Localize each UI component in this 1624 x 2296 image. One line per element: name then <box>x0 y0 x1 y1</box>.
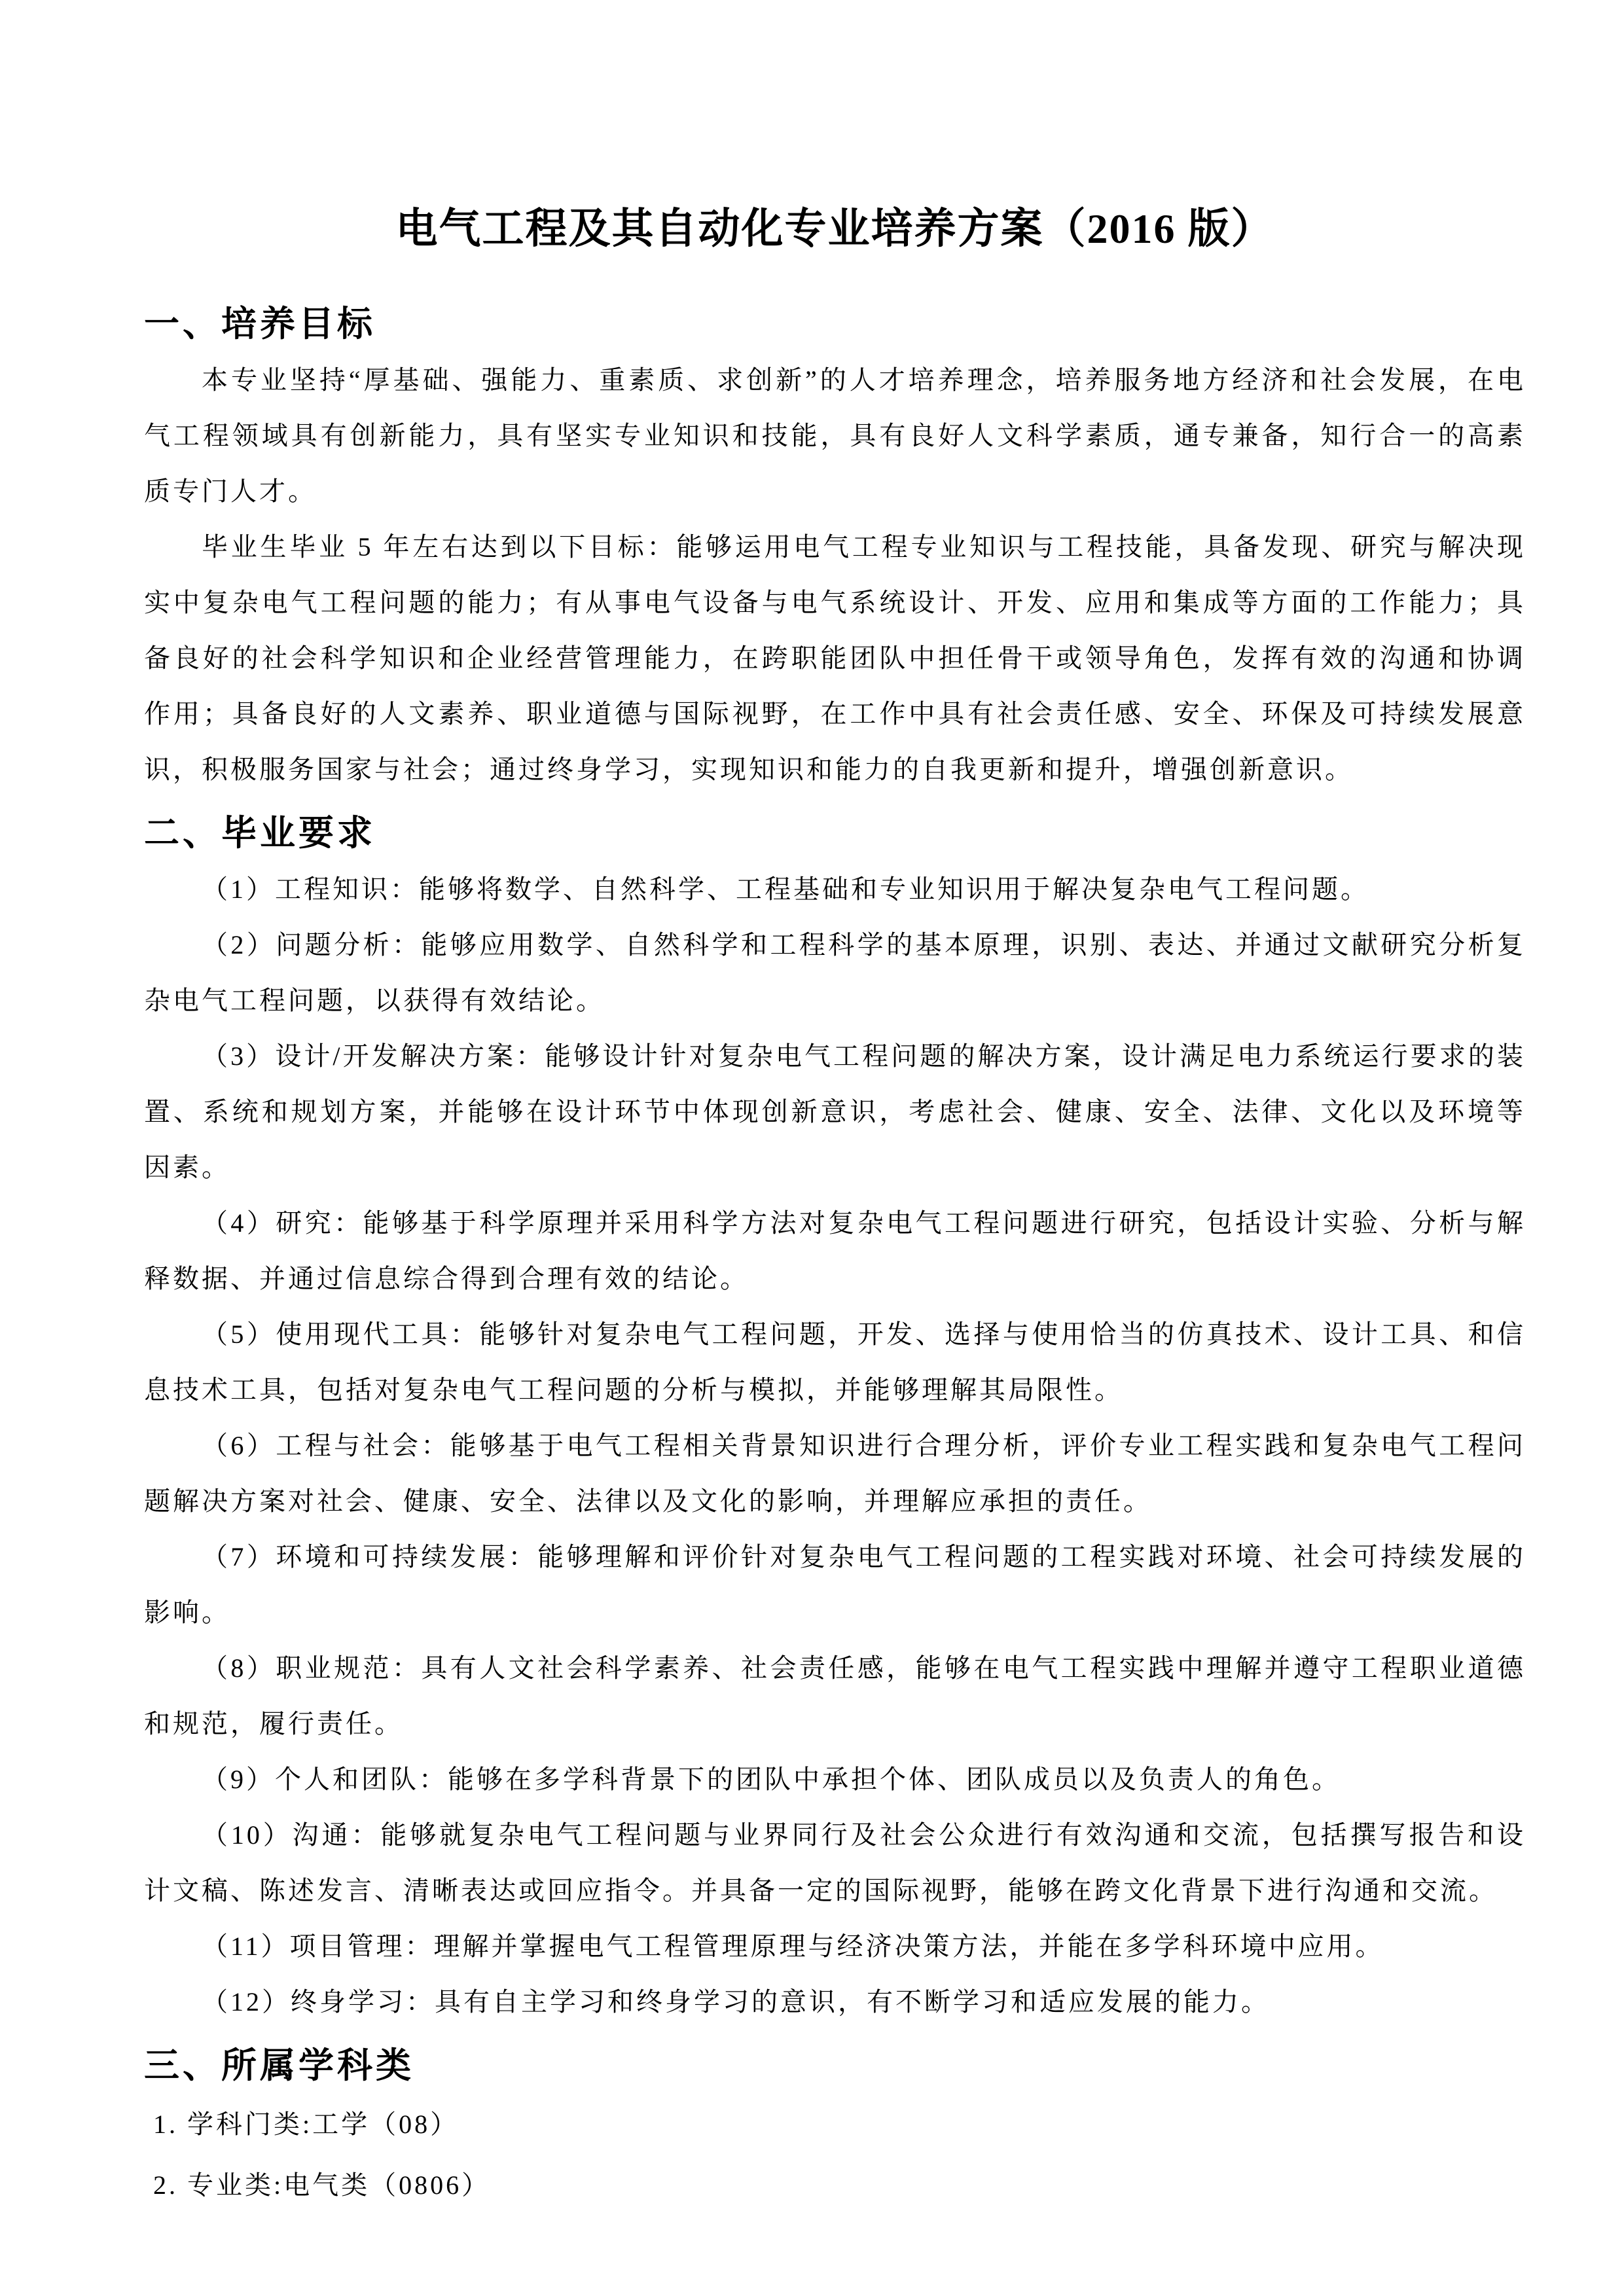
section-heading-graduation-requirements: 二、毕业要求 <box>144 814 376 853</box>
requirement-item-3: （3）设计/开发解决方案：能够设计针对复杂电气工程问题的解决方案，设计满足电力系统运行要求的装置、系统和规划方案，并能够在设计环节中体现创新意识，考虑社会、健康、安全、法律、文化以及环境等因素。 <box>144 1041 1526 1182</box>
training-objectives-paragraph-1: 本专业坚持“厚基础、强能力、重素质、求创新”的人才培养理念，培养服务地方经济和社会发展，在电气工程领域具有创新能力，具有坚实专业知识和技能，具有良好人文科学素质，通专兼备，知行合一的高素质专门人才。 <box>144 365 1526 506</box>
requirement-item-2: （2）问题分析：能够应用数学、自然科学和工程科学的基本原理，识别、表达、并通过文献研究分析复杂电气工程问题，以获得有效结论。 <box>144 930 1526 1015</box>
requirement-item-8: （8）职业规范：具有人文社会科学素养、社会责任感，能够在电气工程实践中理解并遵守工程职业道德和规范，履行责任。 <box>144 1653 1526 1738</box>
requirement-item-7: （7）环境和可持续发展：能够理解和评价针对复杂电气工程问题的工程实践对环境、社会可持续发展的影响。 <box>144 1542 1526 1627</box>
requirement-item-9: （9）个人和团队：能够在多学科背景下的团队中承担个体、团队成员以及负责人的角色。 <box>202 1765 1341 1794</box>
discipline-category-item-1: 1. 学科门类:工学（08） <box>153 2109 460 2139</box>
discipline-category-item-2: 2. 专业类:电气类（0806） <box>153 2170 491 2200</box>
requirement-item-4: （4）研究：能够基于科学原理并采用科学方法对复杂电气工程问题进行研究，包括设计实验、分析与解释数据、并通过信息综合得到合理有效的结论。 <box>144 1208 1526 1293</box>
requirement-item-11: （11）项目管理：理解并掌握电气工程管理原理与经济决策方法，并能在多学科环境中应用。 <box>202 1931 1384 1961</box>
requirement-item-10: （10）沟通：能够就复杂电气工程问题与业界同行及社会公众进行有效沟通和交流，包括撰写报告和设计文稿、陈述发言、清晰表达或回应指令。并具备一定的国际视野，能够在跨文化背景下进行沟通和交流。 <box>144 1820 1526 1905</box>
training-objectives-paragraph-2: 毕业生毕业 5 年左右达到以下目标：能够运用电气工程专业知识与工程技能，具备发现、研究与解决现实中复杂电气工程问题的能力；有从事电气设备与电气系统设计、开发、应用和集成等方面的工作能力；具备良好的社会科学知识和企业经营管理能力，在跨职能团队中担任骨干或领导角色，发挥有效的沟通和协调作用；具备良好的人文素养、职业道德与国际视野，在工作中具有社会责任感、安全、环保及可持续发展意识，积极服务国家与社会；通过终身学习，实现知识和能力的自我更新和提升，增强创新意识。 <box>144 532 1526 784</box>
requirement-item-5: （5）使用现代工具：能够针对复杂电气工程问题，开发、选择与使用恰当的仿真技术、设计工具、和信息技术工具，包括对复杂电气工程问题的分析与模拟，并能够理解其局限性。 <box>144 1319 1526 1405</box>
requirement-item-6: （6）工程与社会：能够基于电气工程相关背景知识进行合理分析，评价专业工程实践和复杂电气工程问题解决方案对社会、健康、安全、法律以及文化的影响，并理解应承担的责任。 <box>144 1431 1526 1516</box>
document-title: 电气工程及其自动化专业培养方案（2016 版） <box>395 206 1274 252</box>
section-heading-discipline-category: 三、所属学科类 <box>144 2046 414 2085</box>
requirement-item-1: （1）工程知识：能够将数学、自然科学、工程基础和专业知识用于解决复杂电气工程问题。 <box>202 874 1369 904</box>
section-heading-training-objectives: 一、培养目标 <box>144 304 376 344</box>
requirement-item-12: （12）终身学习：具有自主学习和终身学习的意识，有不断学习和适应发展的能力。 <box>202 1987 1270 2017</box>
